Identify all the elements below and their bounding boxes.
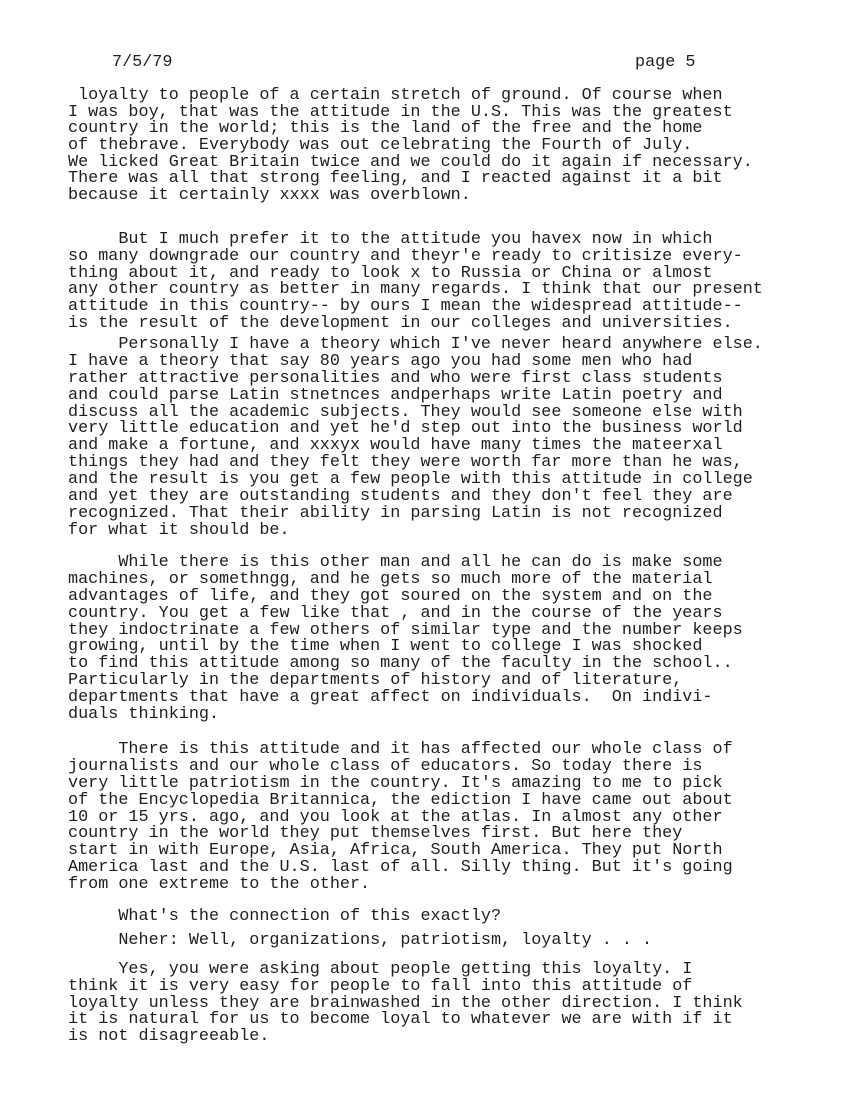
text-line: Personally I have a theory which I've never heard anywhere else. bbox=[68, 335, 763, 354]
paragraph bbox=[68, 88, 753, 205]
text-line: from one extreme to the other. bbox=[68, 875, 371, 895]
text-line: of thebrave. Everybody was out celebrating the Fourth of July. bbox=[68, 136, 693, 156]
paragraph bbox=[68, 555, 743, 724]
text-line: There is this attitude and it has affected our whole class of bbox=[68, 740, 733, 759]
text-line: is not disagreeable. bbox=[68, 1027, 270, 1047]
text-line: and could parse Latin stnetnces andperhaps write Latin poetry and bbox=[68, 385, 723, 405]
text-line: very little patriotism in the country. It's amazing to me to pick bbox=[68, 773, 723, 793]
text-line: any other country as better in many regards. I think that our present bbox=[68, 280, 763, 300]
text-line: We licked Great Britain twice and we could do it again if necessary. bbox=[68, 152, 753, 172]
text-line: is the result of the development in our colleges and universities. bbox=[68, 313, 733, 333]
text-line: advantages of life, and they got soured on the system and on the bbox=[68, 586, 713, 606]
text-line: loyalty unless they are brainwashed in the other direction. I think bbox=[68, 993, 743, 1013]
paragraph bbox=[68, 905, 652, 953]
text-line: Neher: Well, organizations, patriotism, loyalty . . . bbox=[68, 931, 653, 950]
text-line: to find this attitude among so many of the faculty in the school.. bbox=[68, 654, 733, 674]
text-line: growing, until by the time when I went to college I was shocked bbox=[68, 637, 703, 657]
text-line: loyalty to people of a certain stretch of ground. Of course when bbox=[68, 86, 723, 105]
text-line: it is natural for us to become loyal to whatever we are with if it bbox=[68, 1010, 733, 1030]
paragraph bbox=[68, 337, 763, 540]
text-line: and yet they are outstanding students and they don't feel they are bbox=[68, 487, 733, 507]
text-line: country in the world; this is the land of the free and the home bbox=[68, 119, 703, 139]
paragraph bbox=[68, 742, 733, 894]
text-line: I have a theory that say 80 years ago you had some men who had bbox=[68, 351, 693, 371]
text-line: very little education and yet he'd step out into the business world bbox=[68, 419, 743, 439]
text-line: Particularly in the departments of history and of literature, bbox=[68, 671, 683, 691]
text-line: journalists and our whole class of educators. So today there is bbox=[68, 756, 703, 776]
text-line: for what it should be. bbox=[68, 520, 290, 540]
text-line: What's the connection of this exactly? bbox=[68, 907, 502, 926]
page-number: page 5 bbox=[635, 53, 696, 72]
text-line: Yes, you were asking about people getting this loyalty. I bbox=[68, 960, 693, 979]
text-line: of the Encyclopedia Britannica, the ediction I have came out about bbox=[68, 790, 733, 810]
text-line: But I much prefer it to the attitude you havex now in which bbox=[68, 230, 713, 249]
text-line: and make a fortune, and xxxyx would have many times the mateerxal bbox=[68, 436, 723, 456]
text-line: discuss all the academic subjects. They would see someone else with bbox=[68, 402, 743, 422]
text-line: so many downgrade our country and theyr'e ready to critisize every- bbox=[68, 246, 743, 266]
text-line: things they had and they felt they were worth far more than he was, bbox=[68, 453, 743, 473]
text-line: I was boy, that was the attitude in the U.S. This was the greatest bbox=[68, 102, 733, 122]
text-line: and the result is you get a few people with this attitude in college bbox=[68, 470, 753, 490]
text-line: attitude in this country-- by ours I mean the widespread attitude-- bbox=[68, 297, 743, 317]
paragraph bbox=[68, 232, 763, 333]
text-line: rather attractive personalities and who were first class students bbox=[68, 368, 723, 388]
text-line: duals thinking. bbox=[68, 705, 220, 725]
text-line: There was all that strong feeling, and I reacted against it a bit bbox=[68, 169, 723, 189]
text-line: because it certainly xxxx was overblown. bbox=[68, 186, 471, 206]
text-line: country in the world they put themselves first. But here they bbox=[68, 824, 683, 844]
text-line: America last and the U.S. last of all. Silly thing. But it's going bbox=[68, 858, 733, 878]
text-line: thing about it, and ready to look x to Russia or China or almost bbox=[68, 263, 713, 283]
text-line: start in with Europe, Asia, Africa, South America. They put North bbox=[68, 841, 723, 861]
text-line: departments that have a great affect on individuals. On indivi- bbox=[68, 688, 713, 708]
text-line: machines, or somethngg, and he gets so much more of the material bbox=[68, 569, 713, 589]
paragraph bbox=[68, 962, 743, 1046]
text-line: 10 or 15 yrs. ago, and you look at the atlas. In almost any other bbox=[68, 807, 723, 827]
text-line: recognized. That their ability in parsing Latin is not recognized bbox=[68, 503, 723, 523]
text-line: country. You get a few like that , and in the course of the years bbox=[68, 603, 723, 623]
header-date: 7/5/79 bbox=[112, 53, 173, 72]
text-line: they indoctrinate a few others of similar type and the number keeps bbox=[68, 620, 743, 640]
text-line: think it is very easy for people to fall into this attitude of bbox=[68, 976, 693, 996]
text-line: While there is this other man and all he can do is make some bbox=[68, 553, 723, 572]
